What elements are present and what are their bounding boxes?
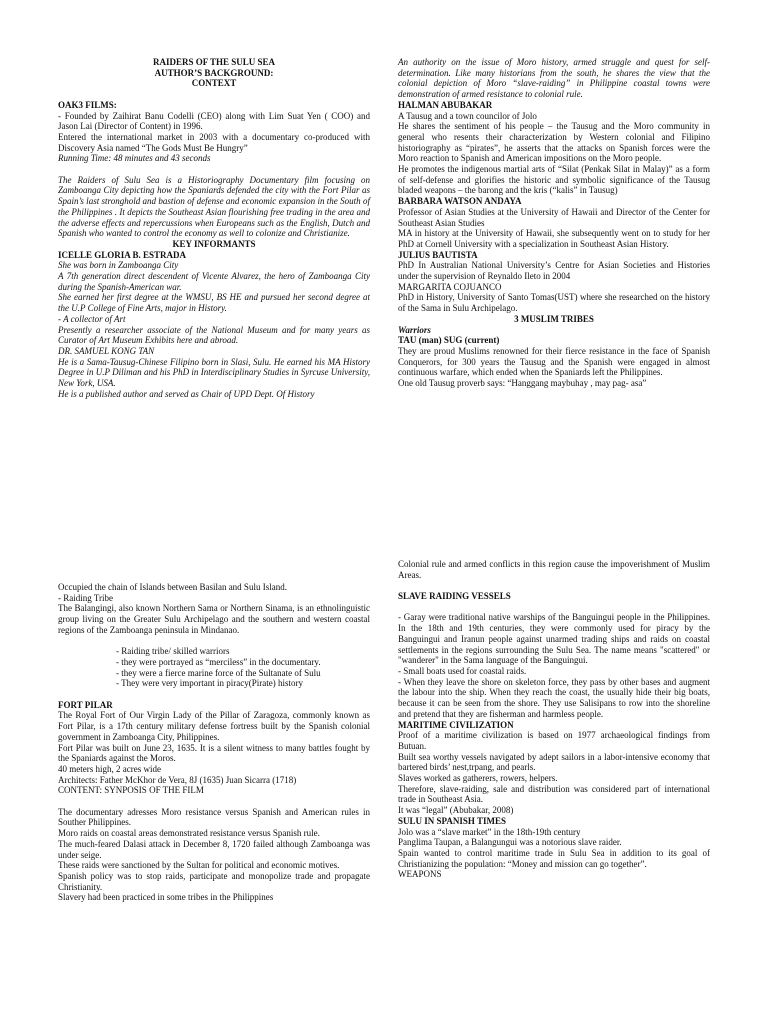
column-bottom-left xyxy=(58,582,370,903)
section-heading: SLAVE RAIDING VESSELS xyxy=(398,591,511,602)
paragraph: - Founded by Zaihirat Banu Codelli (CEO) along with Lim Suat Yen ( COO) and Jason Lai (Director of Content) in 1996. xyxy=(58,110,370,132)
paragraph: He promotes the indigenous martial arts of “Silat (Penkak Silat in Malay)” as a form of self-defense and glorifies the historic and symbolic significance of the Tausug bladed weapons – the barong and the kris (“kalis” in Tausug) xyxy=(398,164,710,196)
paragraph: Slaves worked as gatherers, rowers, helpers. xyxy=(398,773,558,784)
paragraph: A Tausug and a town councilor of Jolo xyxy=(398,110,537,121)
list-item: - They were very important in piracy(Pirate) history xyxy=(116,678,304,689)
paragraph: Fort Pilar was built on June 23, 1635. It is a silent witness to many battles fought by the Spaniards against the Moros. xyxy=(58,742,370,764)
informant-name: MARGARITA COJUANCO xyxy=(398,281,502,292)
column-top-left xyxy=(58,57,370,399)
paragraph: They are proud Muslims renowned for their fierce resistance in the face of Spanish Conquerors, for 300 years the Tausug and the Spanish were engaged in almost continuous warfare, which ended when the Spaniards left the Philippines. xyxy=(398,345,710,378)
paragraph: He shares the sentiment of his people – the Tausug and the Moro community in general who resents their characterization by Western colonial and Filipino historiography as “pirates”, he asserts that the attacks on Spanish forces were the Moro reaction to Spanish and American impositions on the Moro people. xyxy=(398,121,710,164)
paragraph: 40 meters high, 2 acres wide xyxy=(58,763,161,774)
paragraph: The much-feared Dalasi attack in December 8, 1720 failed although Zamboanga was under seige. xyxy=(58,838,370,860)
paragraph: An authority on the issue of Moro history, armed struggle and quest for self-determination. Like many historians from the south, he shares the view that the colonial depiction of Moro “slave-raiding” in Philippine coastal towns were demonstration of armed resistance to colonial rule. xyxy=(398,57,710,100)
paragraph: PhD in History, University of Santo Tomas(UST) where she researched on the history of the Sama in Sulu Archipelago. xyxy=(398,292,710,314)
paragraph: - Raiding Tribe xyxy=(58,592,114,603)
column-bottom-right xyxy=(398,559,710,880)
paragraph: The Raiders of Sulu Sea is a Historiography Documentary film focusing on Zamboanga City depicting how the Spaniards defended the city with the Fort Pilar as Spain’s last stronghold and bastion of defense and economic expansion in the South of the Philippines . It depicts the Southeast Asian flourishing free trading in the area and the adverse effects and repercussions when Europeans such as the English, Dutch and Spanish who wanted to control the economy as well to colonize and Christianize. xyxy=(58,174,370,239)
column-top-right xyxy=(398,57,710,389)
paragraph: Entered the international market in 2003 with a documentary co-produced with Discovery Asia named “The Gods Must Be Hungry” xyxy=(58,131,370,153)
list-item: - they were portrayed as “merciless” in the documentary. xyxy=(116,656,321,667)
paragraph: - Small boats used for coastal raids. xyxy=(398,666,527,676)
paragraph: Professor of Asian Studies at the University of Hawaii and Director of the Center for Southeast Asian Studies xyxy=(398,206,710,228)
paragraph: The Balangingi, also known Northern Sama or Northern Sinama, is an ethnolinguistic group living on the Greater Sulu Archipelago and the southern and western coastal regions of the Zamboanga peninsula in Mindanao. xyxy=(58,603,370,635)
informant-name: HALMAN ABUBAKAR xyxy=(398,99,493,110)
section-heading: SULU IN SPANISH TIMES xyxy=(398,815,506,826)
section-heading: FORT PILAR xyxy=(58,699,113,710)
paragraph: Presently a researcher associate of the National Museum and for many years as Curator of Art Museum Exhibits here and abroad. xyxy=(58,324,370,346)
paragraph: Therefore, slave-raiding, sale and distribution was considered part of international trade in Southeast Asia. xyxy=(398,783,710,805)
paragraph: Built sea worthy vessels navigated by adept sailors in a labor-intensive economy that bartered birds’ nest,trpang, and pearls. xyxy=(398,751,710,773)
paragraph: Colonial rule and armed conflicts in this region cause the impoverishment of Muslim Areas. xyxy=(398,559,710,580)
paragraph: Jolo was a “slave market” in the 18th-19th century xyxy=(398,826,581,837)
paragraph: Slavery had been practiced in some tribes in the Philippines xyxy=(58,892,274,903)
document-title: RAIDERS OF THE SULU SEA xyxy=(152,57,276,67)
paragraph: Occupied the chain of Islands between Basilan and Sulu Island. xyxy=(58,582,287,592)
paragraph: The Royal Fort of Our Virgin Lady of the Pillar of Zaragoza, commonly known as Fort Pilar, is a 17th century military defense fortress built by the Spanish colonial government in Zamboanga City, Philippines. xyxy=(58,710,370,742)
section-heading: CONTEXT xyxy=(191,78,237,89)
section-heading: TAU (man) SUG (current) xyxy=(398,335,500,346)
paragraph: Architects: Father McKhor de Vera, 8J (1635) Juan Sicarra (1718) xyxy=(58,774,297,785)
informant-name: JULIUS BAUTISTA xyxy=(398,249,478,260)
paragraph: PhD In Australian National University’s Centre for Asian Societies and Histories under the supervision of Reynaldo Ileto in 2004 xyxy=(398,260,710,282)
paragraph: She earned her first degree at the WMSU, BS HE and pursued her second degree at the U.P College of Fine Arts, major in History. xyxy=(58,292,370,314)
informant-name: DR. SAMUEL KONG TAN xyxy=(58,345,155,356)
paragraph: Proof of a maritime civilization is based on 1977 archaeological findings from Butuan. xyxy=(398,730,710,751)
section-heading: KEY INFORMANTS xyxy=(172,238,256,249)
informant-name: ICELLE GLORIA B. ESTRADA xyxy=(58,249,187,260)
paragraph: He is a published author and served as Chair of UPD Dept. Of History xyxy=(58,388,315,399)
paragraph: He is a Sama-Tausug-Chinese Filipino born in Slasi, Sulu. He earned his MA History Degree in U.P Diliman and his PhD in Interdisciplinary Studies in Syrcuse University, New York, USA. xyxy=(58,356,370,389)
paragraph: Spain wanted to control maritime trade in Sulu Sea in addition to its goal of Christianizing the population: “Money and mission can go together”. xyxy=(398,847,710,869)
paragraph: Spanish policy was to stop raids, participate and monopolize trade and propagate Christianity. xyxy=(58,870,370,892)
paragraph: It was “legal” (Abubakar, 2008) xyxy=(398,805,514,816)
paragraph: MA in history at the University of Hawaii, she subsequently went on to study for her PhD at Cornell University with a specialization in Southeast Asian History. xyxy=(398,228,710,249)
paragraph: Running Time: 48 minutes and 43 seconds xyxy=(58,153,211,164)
paragraph: These raids were sanctioned by the Sultan for political and economic motives. xyxy=(58,860,340,871)
informant-name: BARBARA WATSON ANDAYA xyxy=(398,196,522,207)
paragraph: WEAPONS xyxy=(398,869,442,880)
paragraph: - When they leave the shore on skeleton force, they pass by other bases and augment the labour into the ship. When they reach the coast, the usually hide their big boats, because it can be seen from the shore. They use Salisipans to row into the shoreline and pretend that they are fisherman and harmless people. xyxy=(398,676,710,719)
section-heading: MARITIME CIVILIZATION xyxy=(398,719,514,730)
paragraph: - Garay were traditional native warships of the Banguingui people in the Philippines. In the 18th and 19th centuries, they were commonly used for piracy by the Banguingui and Iranun people against unarmed trading ships and raids on coastal settlements in the regions surrounding the Sulu Sea. The name means "scattered" or "wanderer" in the Sama language of the Banguingui. xyxy=(398,612,710,666)
subheading: Warriors xyxy=(398,324,431,335)
paragraph: A 7th generation direct descendent of Vicente Alvarez, the hero of Zamboanga City during the Spanish-American war. xyxy=(58,271,370,292)
paragraph: - A collector of Art xyxy=(58,313,126,324)
paragraph: Moro raids on coastal areas demonstrated resistance versus Spanish rule. xyxy=(58,828,320,839)
list-item: - they were a fierce marine force of the Sultanate of Sulu xyxy=(116,667,321,678)
paragraph: One old Tausug proverb says: “Hanggang maybuhay , may pag- asa” xyxy=(398,378,647,389)
paragraph: She was born in Zamboanga City xyxy=(58,260,179,271)
paragraph: Panglima Taupan, a Balangungui was a notorious slave raider. xyxy=(398,837,622,848)
list-item: - Raiding tribe/ skilled warriors xyxy=(116,646,230,657)
section-heading: OAK3 FILMS: xyxy=(58,99,117,110)
paragraph: CONTENT: SYNPOSIS OF THE FILM xyxy=(58,785,204,796)
section-heading: AUTHOR’S BACKGROUND: xyxy=(154,67,274,78)
section-heading: 3 MUSLIM TRIBES xyxy=(514,313,594,324)
paragraph: The documentary adresses Moro resistance versus Spanish and American rules in Souther Philippines. xyxy=(58,806,370,828)
